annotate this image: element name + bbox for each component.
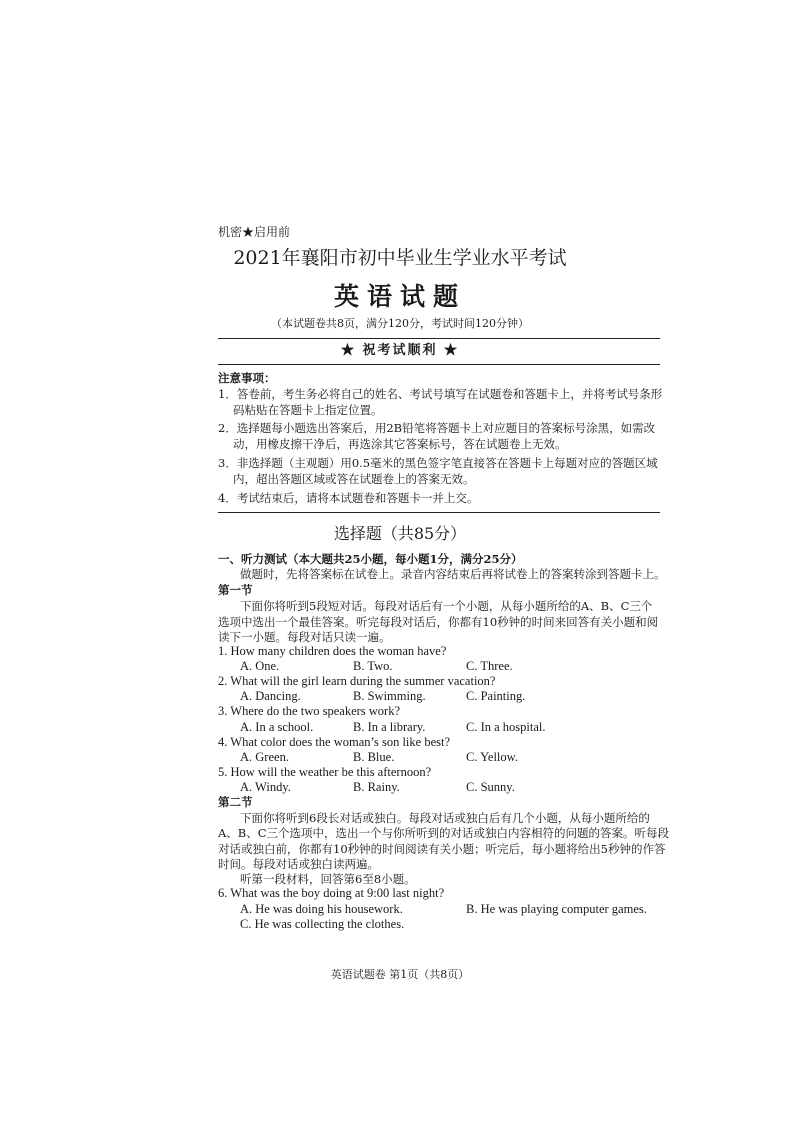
sub1-line-3: 读下一小题。每段对话只读一遍。 <box>218 630 391 644</box>
question-6-option-c: C. He was collecting the clothes. <box>240 917 405 931</box>
question-3-option-b: B. In a library. <box>353 720 426 734</box>
header-rule-top <box>218 338 660 339</box>
subject-title: 英语试题 <box>333 282 466 311</box>
part-title: 一、听力测试（本大题共25小题，每小题1分，满分25分） <box>218 552 523 566</box>
header-rule-bottom <box>218 364 660 365</box>
question-3-option-c: C. In a hospital. <box>466 720 546 734</box>
question-1-option-a: A. One. <box>240 659 280 673</box>
material-note: 听第一段材料，回答第6至8小题。 <box>240 872 416 886</box>
blessing: ★ 祝考试顺利 ★ <box>340 343 460 358</box>
exam-title: 2021年襄阳市初中毕业生学业水平考试 <box>233 247 567 269</box>
sub2-line-3: 对话或独白前，你都有10秒钟的时间阅读有关小题；听完后，每小题将给出5秒钟的作答 <box>218 842 666 856</box>
question-5-option-a: A. Windy. <box>240 780 291 794</box>
question-5-option-b: B. Rainy. <box>353 780 400 794</box>
question-6-option-b: B. He was playing computer games. <box>466 902 647 916</box>
sub2-line-2: A、B、C三个选项中，选出一个与你所听到的对话或独白内容相符的问题的答案。听每段 <box>218 826 670 840</box>
question-1-option-b: B. Two. <box>353 659 393 673</box>
note-item-2-line-1: 2．选择题每小题选出答案后，用2B铅笔将答题卡上对应题目的答案标号涂黑，如需改 <box>218 421 656 435</box>
note-item-4-line-1: 4．考试结束后，请将本试题卷和答题卡一并上交。 <box>218 491 479 505</box>
notes-heading: 注意事项： <box>218 371 276 385</box>
sub2-line-4: 时间。每段对话或独白读两遍。 <box>218 857 379 871</box>
sub1-line-2: 选项中选出一个最佳答案。听完每段对话后，你都有10秒钟的时间来回答有关小题和阅 <box>218 615 659 629</box>
section-title: 选择题（共85分） <box>333 524 467 543</box>
question-4-stem: 4. What color does the woman’s son like best? <box>218 735 451 749</box>
question-4-option-a: A. Green. <box>240 750 289 764</box>
question-5-stem: 5. How will the weather be this afternoon? <box>218 765 432 779</box>
question-2-option-a: A. Dancing. <box>240 689 301 703</box>
question-1-stem: 1. How many children does the woman have? <box>218 644 447 658</box>
note-item-3-line-2: 内，超出答题区域或答在试题卷上的答案无效。 <box>233 472 475 486</box>
sub2-heading: 第二节 <box>218 795 253 809</box>
question-6-option-a: A. He was doing his housework. <box>240 902 403 916</box>
sub1-line-1: 下面你将听到5段短对话。每段对话后有一个小题，从每小题所给的A、B、C三个 <box>240 599 653 613</box>
question-1-option-c: C. Three. <box>466 659 513 673</box>
question-2-option-b: B. Swimming. <box>353 689 426 703</box>
part-instruction: 做题时，先将答案标在试卷上。录音内容结束后再将试卷上的答案转涂到答题卡上。 <box>240 567 666 581</box>
sub1-heading: 第一节 <box>218 583 253 597</box>
page-footer: 英语试题卷 第1页（共8页） <box>330 968 470 981</box>
question-2-option-c: C. Painting. <box>466 689 526 703</box>
question-5-option-c: C. Sunny. <box>466 780 515 794</box>
note-item-1-line-2: 码粘贴在答题卡上指定位置。 <box>233 403 383 417</box>
question-3-option-a: A. In a school. <box>240 720 314 734</box>
note-item-2-line-2: 动，用橡皮擦干净后，再选涂其它答案标号，答在试题卷上无效。 <box>233 437 567 451</box>
question-2-stem: 2. What will the girl learn during the summer vacation? <box>218 674 496 688</box>
notes-rule <box>218 512 660 513</box>
confidential-label: 机密★启用前 <box>218 225 291 239</box>
note-item-1-line-1: 1．答卷前，考生务必将自己的姓名、考试号填写在试题卷和答题卡上，并将考试号条形 <box>218 387 663 401</box>
question-4-option-b: B. Blue. <box>353 750 395 764</box>
exam-info: （本试题卷共8页，满分120分，考试时间120分钟） <box>271 317 529 330</box>
question-3-stem: 3. Where do the two speakers work? <box>218 704 401 718</box>
sub2-line-1: 下面你将听到6段长对话或独白。每段对话或独白后有几个小题，从每小题所给的 <box>240 811 650 825</box>
question-4-option-c: C. Yellow. <box>466 750 518 764</box>
question-6-stem: 6. What was the boy doing at 9:00 last night? <box>218 886 445 900</box>
note-item-3-line-1: 3．非选择题（主观题）用0.5毫米的黑色签字笔直接答在答题卡上每题对应的答题区域 <box>218 456 658 470</box>
